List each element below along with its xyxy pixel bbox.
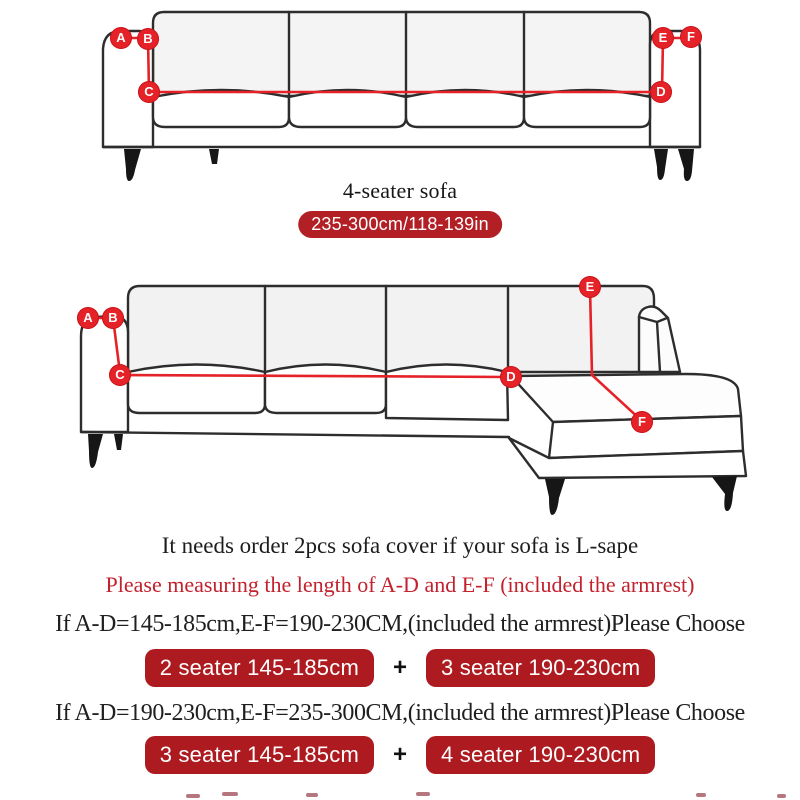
l-shape-note: It needs order 2pcs sofa cover if your sofa is L-sape xyxy=(161,533,639,558)
plus-sign-1: + xyxy=(392,654,407,681)
choice-row-2 xyxy=(0,736,800,774)
measure-point-d-4seater: D xyxy=(650,81,672,103)
measure-point-d-lsofa: D xyxy=(500,366,522,388)
measure-point-a-lsofa: A xyxy=(77,307,99,329)
l-shaped-sofa-drawing xyxy=(81,286,746,515)
four-seater-sofa-drawing xyxy=(103,12,700,181)
choice-pill-3seater-b: 3 seater 190-230cm xyxy=(426,649,655,687)
four-seater-label: 4-seater sofa xyxy=(342,178,458,203)
measure-point-b-4seater: B xyxy=(137,28,159,50)
measure-point-c-4seater: C xyxy=(138,81,160,103)
condition-line-2: If A-D=190-230cm,E-F=235-300CM,(included the armrest)Please Choose xyxy=(55,700,745,726)
measure-point-e-4seater: E xyxy=(652,27,674,49)
size-range-badge: 235-300cm/118-139in xyxy=(298,211,502,238)
choice-row-1 xyxy=(0,649,800,687)
condition-line-1: If A-D=145-185cm,E-F=190-230CM,(included the armrest)Please Choose xyxy=(55,611,745,637)
measure-instruction: Please measuring the length of A-D and E-F (included the armrest) xyxy=(105,572,695,597)
measure-point-c-lsofa: C xyxy=(109,364,131,386)
measure-point-f-lsofa: F xyxy=(631,411,653,433)
measure-point-b-lsofa: B xyxy=(102,307,124,329)
measure-point-f-4seater: F xyxy=(680,26,702,48)
measure-point-e-lsofa: E xyxy=(579,276,601,298)
choice-pill-4seater: 4 seater 190-230cm xyxy=(426,736,655,774)
plus-sign-2: + xyxy=(392,741,407,768)
choice-pill-3seater-a: 3 seater 145-185cm xyxy=(145,736,374,774)
measure-point-a-4seater: A xyxy=(110,27,132,49)
choice-pill-2seater: 2 seater 145-185cm xyxy=(145,649,374,687)
